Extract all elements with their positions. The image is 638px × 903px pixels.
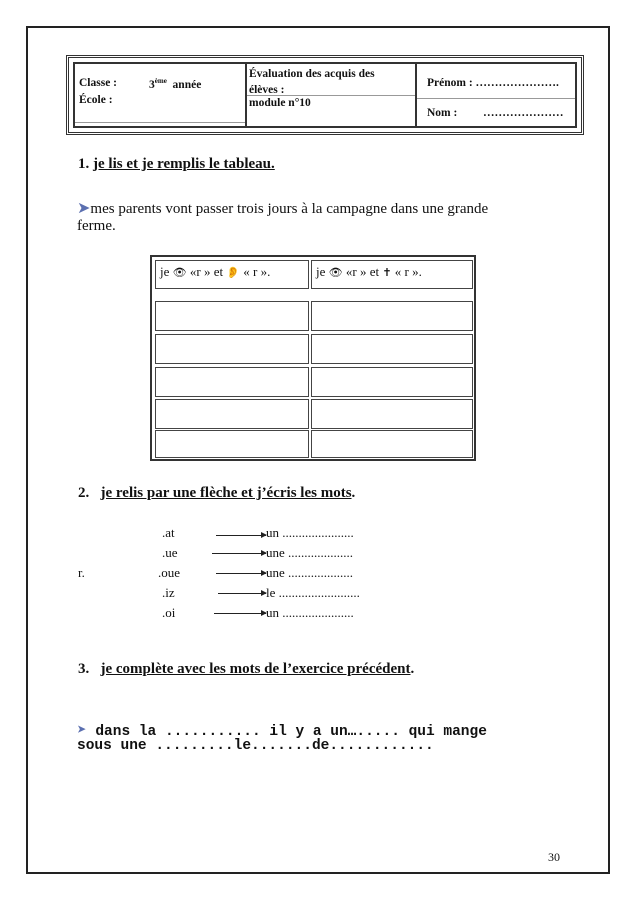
evaluation-cell bbox=[247, 64, 417, 126]
ending-iz: .iz bbox=[162, 585, 175, 600]
eye-icon: 👁 bbox=[328, 267, 343, 279]
table-cell[interactable] bbox=[155, 334, 309, 364]
pointer-arrow-icon: ➤ bbox=[77, 200, 91, 217]
pointer-arrow-icon: ➤ bbox=[77, 722, 87, 740]
arrow-icon bbox=[216, 535, 266, 536]
prenom-field: Prénom : …………………. bbox=[427, 77, 559, 89]
table-header-col-1: je 👁 «r » et 👂 « r ». bbox=[155, 260, 309, 289]
target-word-2: une .................... bbox=[266, 545, 354, 560]
ear-icon: 👂 bbox=[226, 267, 241, 279]
ending-at: .at bbox=[162, 525, 175, 540]
ending-ue: .ue bbox=[162, 545, 178, 560]
table-header-col-2: je 👁 «r » et ✝ « r ». bbox=[311, 260, 473, 289]
letter-r: r. bbox=[78, 565, 85, 580]
section-2-title: 2. je relis par une flèche et j’écris les mots. bbox=[78, 485, 356, 501]
classe-value: 3ème année bbox=[149, 77, 202, 91]
completion-line-2: sous une .........le.......de............ bbox=[77, 738, 434, 754]
table-cell[interactable] bbox=[155, 301, 309, 331]
target-word-3: une .................... bbox=[266, 565, 354, 580]
table-cell[interactable] bbox=[155, 399, 309, 429]
table-cell[interactable] bbox=[311, 367, 473, 397]
eval-line-1: Évaluation des acquis des bbox=[249, 68, 375, 80]
eye-icon: 👁 bbox=[172, 267, 187, 279]
ending-oue: .oue bbox=[158, 565, 181, 580]
target-word-1: un ...................... bbox=[266, 525, 354, 540]
table-cell[interactable] bbox=[155, 430, 309, 458]
arrow-icon bbox=[218, 593, 266, 594]
target-word-4: le ......................... bbox=[266, 585, 360, 600]
section-1-title: 1. je lis et je remplis le tableau. bbox=[78, 156, 275, 172]
table-cell[interactable] bbox=[311, 334, 473, 364]
header-box bbox=[66, 55, 584, 135]
target-word-5: un ...................... bbox=[266, 605, 354, 620]
table-cell[interactable] bbox=[311, 399, 473, 429]
eval-line-3: module n°10 bbox=[249, 97, 311, 109]
table-cell[interactable] bbox=[311, 301, 473, 331]
eval-line-2: élèves : bbox=[249, 84, 285, 96]
section-3-title: 3. je complète avec les mots de l’exercice précédent. bbox=[78, 661, 415, 677]
nom-label: Nom : bbox=[427, 107, 458, 119]
section-1-sentence-2: ferme. bbox=[77, 218, 116, 234]
fill-table bbox=[150, 255, 476, 461]
table-cell[interactable] bbox=[311, 430, 473, 458]
page-number: 30 bbox=[548, 850, 560, 864]
nom-dots: ………………… bbox=[483, 107, 564, 119]
section-1-sentence-1: ➤mes parents vont passer trois jours à la campagne dans une grande bbox=[77, 200, 489, 217]
arrow-icon bbox=[212, 553, 266, 554]
arrow-icon bbox=[216, 573, 266, 574]
crossed-ear-icon: ✝ bbox=[382, 267, 392, 279]
ecole-label: École : bbox=[79, 94, 113, 106]
ending-oi: .oi bbox=[162, 605, 176, 620]
arrow-icon bbox=[214, 613, 266, 614]
class-cell bbox=[75, 64, 247, 126]
completion-line-1: ➤ dans la ........... il y a un…..... qui mange bbox=[77, 722, 487, 740]
name-cell bbox=[417, 64, 575, 126]
classe-label: Classe : bbox=[79, 77, 118, 89]
table-cell[interactable] bbox=[155, 367, 309, 397]
